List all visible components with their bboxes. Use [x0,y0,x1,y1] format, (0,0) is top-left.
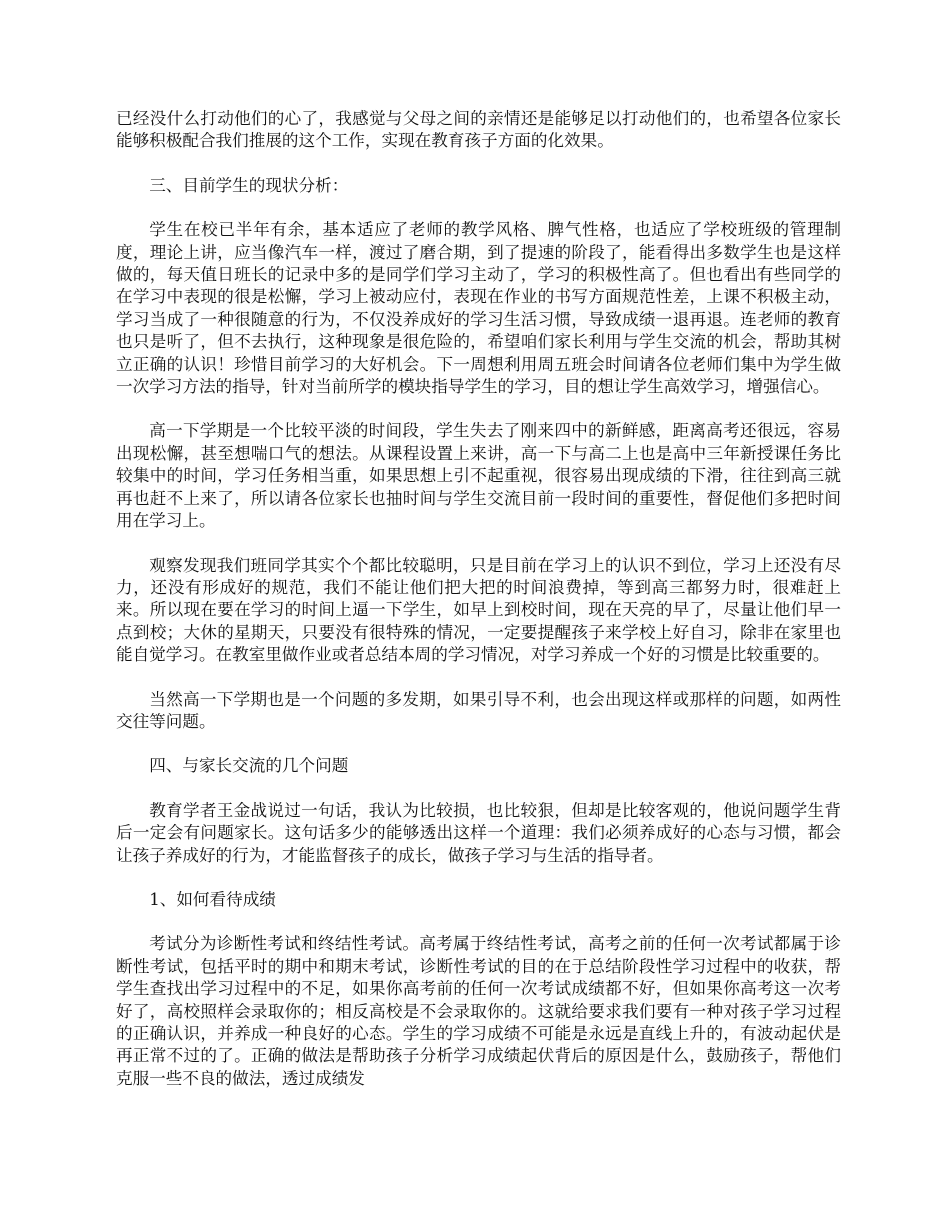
paragraph-second-semester: 高一下学期是一个比较平淡的时间段，学生失去了刚来四中的新鲜感，距离高考还很远，容易出现松懈，甚至想喘口气的想法。从课程设置上来讲，高一下与高二上也是高中三年新授课任务比较集中的时间，学习任务相当重，如果思想上引不起重视，很容易出现成绩的下滑，往往到高三就再也赶不上来了，所以请各位家长也抽时间与学生交流目前一段时间的重要性，督促他们多把时间用在学习上。 [116,421,841,531]
paragraph-intro-continuation: 已经没什么打动他们的心了，我感觉与父母之间的亲情还是能够足以打动他们的，也希望各位家长能够积极配合我们推展的这个工作，实现在教育孩子方面的化效果。 [116,109,841,151]
section-heading-student-status: 三、目前学生的现状分析： [149,175,349,195]
document-page [116,108,841,1112]
paragraph-observation: 观察发现我们班同学其实个个都比较聪明，只是目前在学习上的认识不到位，学习上还没有尽力，还没有形成好的规范，我们不能让他们把大把的时间浪费掉，等到高三都努力时，很难赶上来。所以现在要在学习的时间上逼一下学生，如早上到校时间，现在天亮的早了，尽量让他们早一点到校；大休的星期天，只要没有很特殊的情况，一定要提醒孩子来学校上好自习，除非在家里也能自觉学习。在教室里做作业或者总结本周的学习情况，对学习养成一个好的习惯是比较重要的。 [116,555,841,665]
section-heading-parent-communication: 四、与家长交流的几个问题 [149,756,349,776]
paragraph-student-status: 学生在校已半年有余，基本适应了老师的教学风格、脾气性格，也适应了学校班级的管理制度，理论上讲，应当像汽车一样，渡过了磨合期，到了提速的阶段了，能看得出多数学生也是这样做的，每天值日班长的记录中多的是同学们学习主动了，学习的积极性高了。但也看出有些同学的在学习中表现的很是松懈，学习上被动应付，表现在作业的书写方面规范性差，上课不积极主动，学习当成了一种很随意的行为，不仅没养成好的学习生活习惯，导致成绩一退再退。连老师的教育也只是听了，但不去执行，这种现象是很危险的，希望咱们家长利用与学生交流的机会，帮助其树立正确的认识！珍惜目前学习的大好机会。下一周想利用周五班会时间请各位老师们集中为学生做一次学习方法的指导，针对当前所学的模块指导学生的学习，目的想让学生高效学习，增强信心。 [116,220,841,397]
paragraph-exams: 考试分为诊断性考试和终结性考试。高考属于终结性考试，高考之前的任何一次考试都属于诊断性考试，包括平时的期中和期末考试，诊断性考试的目的在于总结阶段性学习过程中的收获，帮学生查找出学习过程中的不足，如果你高考前的任何一次考试成绩都不好，但如果你高考这一次考好了，高校照样会录取你的；相反高校是不会录取你的。这就给要求我们要有一种对孩子学习过程的正确认识，并养成一种良好的心态。学生的学习成绩不可能是永远是直线上升的，有波动起伏是再正常不过的了。正确的做法是帮助孩子分析学习成绩起伏背后的原因是什么，鼓励孩子，帮他们克服一些不良的做法，透过成绩发 [116,934,841,1088]
paragraph-problem-period: 当然高一下学期也是一个问题的多发期，如果引导不利，也会出现这样或那样的问题，如两性交往等问题。 [116,689,841,731]
paragraph-wang-quote: 教育学者王金战说过一句话，我认为比较损，也比较狠，但却是比较客观的，他说问题学生背后一定会有问题家长。这句话多少的能够透出这样一个道理：我们必须养成好的心态与习惯，都会让孩子养成好的行为，才能监督孩子的成长，做孩子学习与生活的指导者。 [116,800,841,865]
subheading-view-grades: 1、如何看待成绩 [149,889,276,909]
